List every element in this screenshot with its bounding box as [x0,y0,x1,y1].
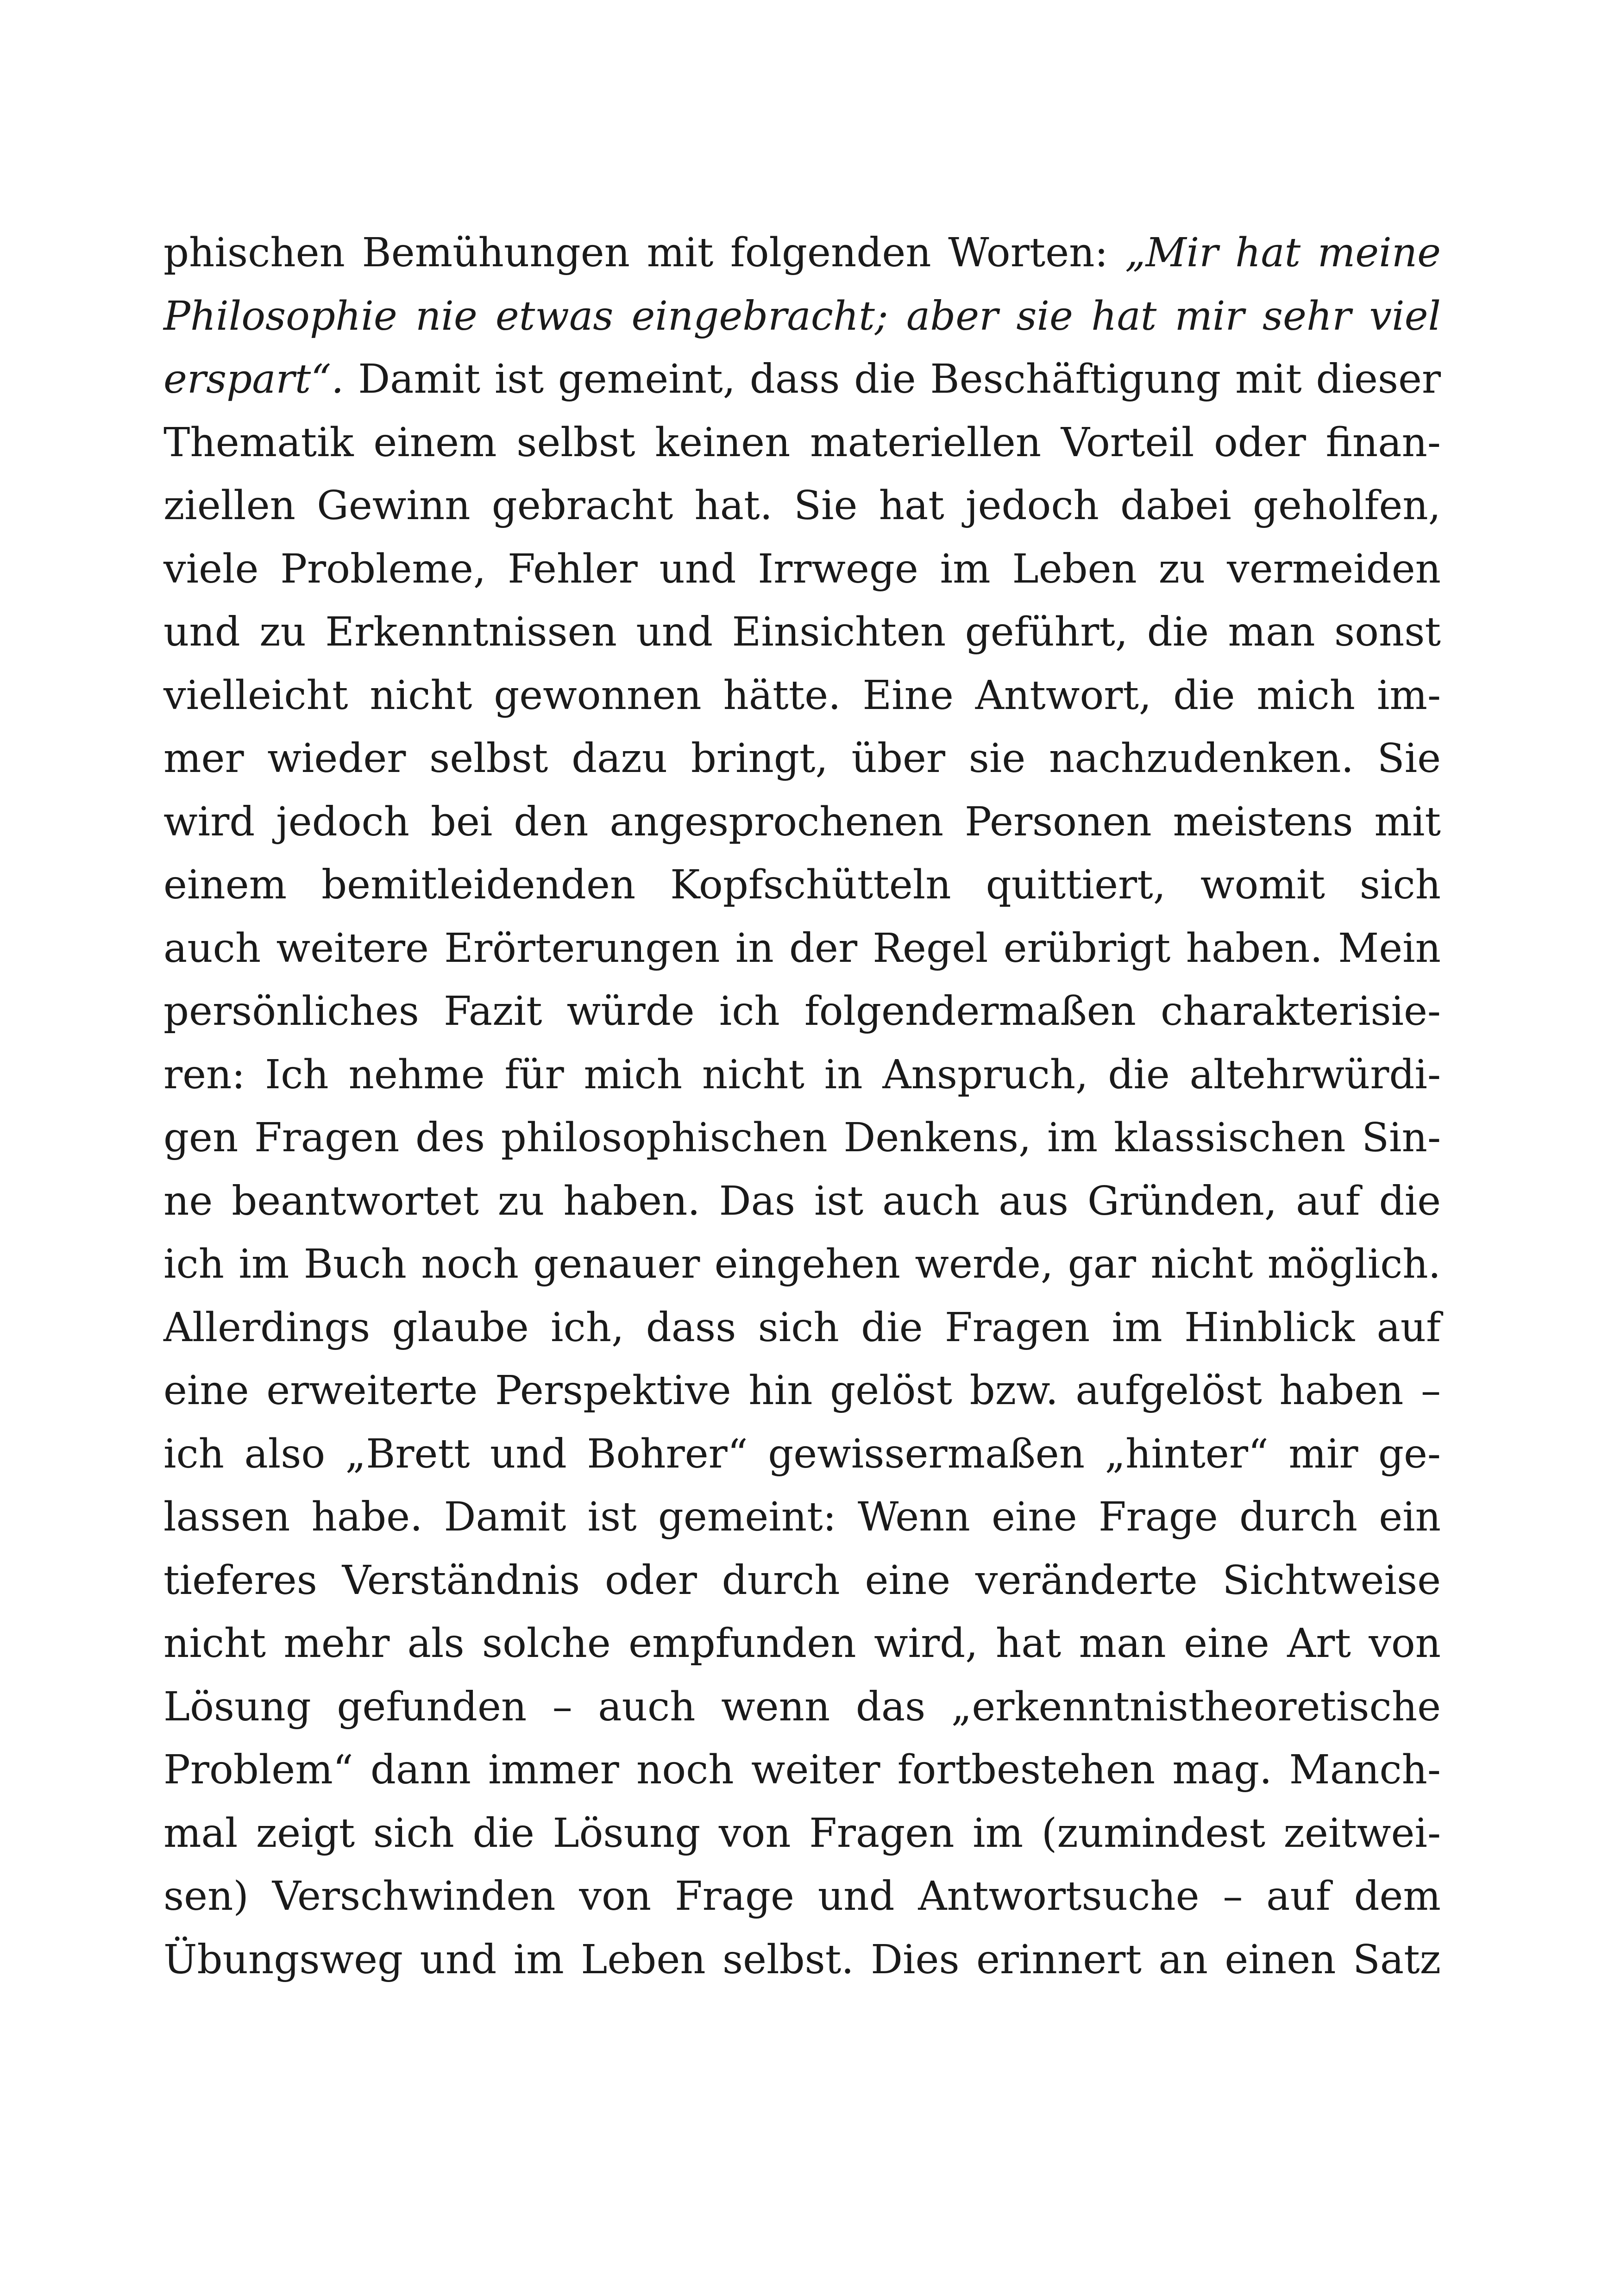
line-text: Übungsweg und im Leben selbst. Dies erinnert an einen Satz [163,1936,1441,1983]
text-line [163,538,1441,601]
line-text: ren: Ich nehme für mich nicht in Anspruch, die altehrwürdi- [163,1051,1441,1098]
text-line [163,853,1441,917]
text-line [163,1296,1441,1360]
line-text: ich im Buch noch genauer eingehen werde, gar nicht möglich. [163,1241,1441,1287]
text-line [163,1549,1441,1612]
line-text: auch weitere Erörterungen in der Regel erübrigt haben. Mein [163,925,1441,972]
text-line [163,1612,1441,1675]
text-line [163,601,1441,664]
text-line [163,664,1441,728]
text-line [163,1675,1441,1739]
text-line [163,1928,1441,1992]
text-line [163,474,1441,538]
line-text: einem bemitleidenden Kopfschütteln quittiert, womit sich [163,862,1441,908]
line-text: vielleicht nicht gewonnen hätte. Eine Antwort, die mich im- [163,672,1441,719]
line-text: gen Fragen des philosophischen Denkens, im klassischen Sin- [163,1115,1441,1161]
text-line [163,348,1441,411]
text-line [163,1738,1441,1802]
line-text: ziellen Gewinn gebracht hat. Sie hat jedoch dabei geholfen, [163,483,1441,529]
line-text: tieferes Verständnis oder durch eine veränderte Sichtweise [163,1557,1441,1604]
line-text: persönliches Fazit würde ich folgendermaßen charakterisie- [163,988,1441,1035]
line-text: ich also „Brett und Bohrer“ gewissermaßen „hinter“ mir ge- [163,1430,1441,1477]
line-text: eine erweiterte Perspektive hin gelöst bzw. aufgelöst haben – [163,1368,1441,1414]
line-text: mal zeigt sich die Lösung von Fragen im (zumindest zeitwei- [163,1810,1441,1857]
line-text: mer wieder selbst dazu bringt, über sie nachzudenken. Sie [163,735,1441,782]
text-line [163,1802,1441,1865]
text-line [163,1043,1441,1107]
line-text: viele Probleme, Fehler und Irrwege im Leben zu vermeiden [163,546,1441,592]
line-text: lassen habe. Damit ist gemeint: Wenn eine Frage durch ein [163,1494,1441,1540]
text-line [163,1170,1441,1233]
italic-quote-text: „Mir hat meine [1125,230,1441,276]
text-line [163,1359,1441,1423]
text-line [163,221,1441,285]
line-text: Allerdings glaube ich, dass sich die Fragen im Hinblick auf [163,1304,1441,1351]
line-text: phischen Bemühungen mit folgenden Worten: [163,230,1125,276]
line-text: wird jedoch bei den angesprochenen Personen meistens mit [163,798,1441,845]
body-text [163,221,1441,1991]
line-text: Problem“ dann immer noch weiter fortbestehen mag. Manch- [163,1747,1441,1793]
text-line [163,727,1441,790]
text-line [163,1233,1441,1296]
text-line [163,285,1441,348]
text-line [163,1423,1441,1486]
text-line [163,917,1441,980]
text-line [163,1486,1441,1549]
line-text: und zu Erkenntnissen und Einsichten geführt, die man sonst [163,609,1441,655]
line-text: ne beantwortet zu haben. Das ist auch aus Gründen, auf die [163,1178,1441,1224]
text-line [163,1865,1441,1928]
text-line [163,980,1441,1043]
line-text: sen) Verschwinden von Frage und Antwortsuche – auf dem [163,1873,1441,1920]
italic-quote-text: Philosophie nie etwas eingebracht; aber sie hat mir sehr viel [163,293,1441,339]
line-text: Lösung gefunden – auch wenn das „erkenntnistheoretische [163,1683,1441,1730]
text-line [163,411,1441,475]
text-line [163,1106,1441,1170]
italic-quote-text: erspart“. [163,356,344,402]
line-text: Damit ist gemeint, dass die Beschäftigung mit dieser [344,356,1441,402]
line-text: nicht mehr als solche empfunden wird, hat man eine Art von [163,1620,1441,1667]
text-line [163,790,1441,854]
line-text: Thematik einem selbst keinen materiellen Vorteil oder finan- [163,419,1441,466]
